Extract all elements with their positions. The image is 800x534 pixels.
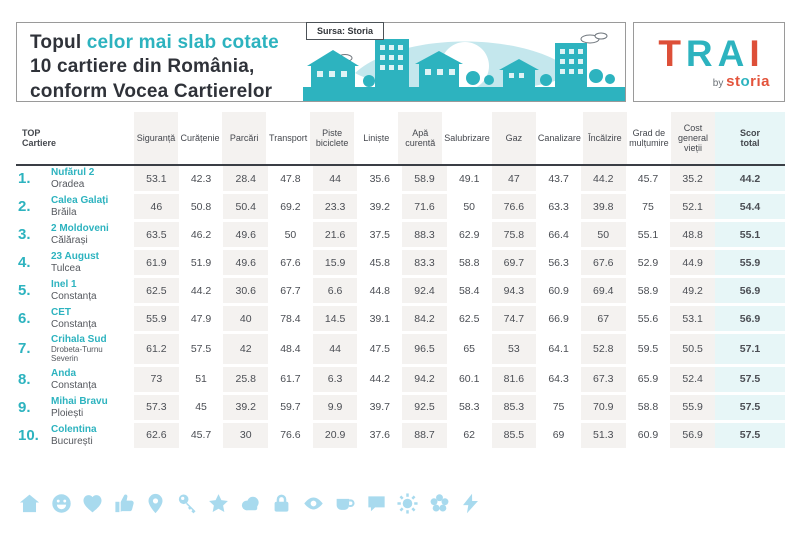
neighborhood-cell xyxy=(16,222,134,250)
score-cell: 53.1 xyxy=(670,306,715,334)
score-cell: 39.2 xyxy=(223,395,268,423)
cloud-icon xyxy=(239,492,262,515)
neighborhood-cell xyxy=(16,367,134,395)
score-cell: 62.6 xyxy=(134,423,179,451)
score-cell: 50 xyxy=(268,222,313,250)
score-cell: 62.9 xyxy=(447,222,492,250)
score-cell: 50.4 xyxy=(223,194,268,222)
table-row xyxy=(16,306,785,334)
score-cell: 39.7 xyxy=(357,395,402,423)
neighborhood-name: CET xyxy=(51,307,71,318)
lock-icon xyxy=(270,492,293,515)
table-row xyxy=(16,367,785,395)
city-name: Călărași xyxy=(51,235,88,246)
score-cell: 42 xyxy=(223,334,268,367)
total-column-header xyxy=(715,112,785,164)
score-cell: 6.6 xyxy=(313,278,358,306)
rank-label: 5. xyxy=(18,282,31,299)
neighborhood-name: 23 August xyxy=(51,251,99,262)
score-cell: 45.8 xyxy=(357,250,402,278)
rank-label: 1. xyxy=(18,170,31,187)
score-cell: 62.5 xyxy=(447,306,492,334)
score-cell: 44.2 xyxy=(179,278,224,306)
flower-icon xyxy=(428,492,451,515)
score-cell: 50.5 xyxy=(670,334,715,367)
score-cell: 30.6 xyxy=(223,278,268,306)
score-cell: 70.9 xyxy=(581,395,626,423)
score-cell: 39.2 xyxy=(357,194,402,222)
city-name: Constanța xyxy=(51,291,97,302)
rank-label: 10. xyxy=(18,426,39,444)
pin-icon xyxy=(144,492,167,515)
score-cell: 69 xyxy=(536,423,581,451)
sun-icon xyxy=(396,492,419,515)
score-cell: 52.9 xyxy=(626,250,671,278)
score-cell: 69.4 xyxy=(581,278,626,306)
score-cell: 30 xyxy=(223,423,268,451)
footer-icon-strip xyxy=(18,492,482,515)
neighborhood-cell xyxy=(16,306,134,334)
score-cell: 52.8 xyxy=(581,334,626,367)
score-cell: 88.3 xyxy=(402,222,447,250)
score-cell: 56.9 xyxy=(670,423,715,451)
total-score-cell: 56.9 xyxy=(715,306,785,334)
score-cell: 35.6 xyxy=(357,166,402,194)
score-cell: 59.7 xyxy=(268,395,313,423)
table-row xyxy=(16,222,785,250)
trai-logo xyxy=(658,32,765,74)
neighborhood-name: Anda xyxy=(51,367,76,379)
star-icon xyxy=(207,492,230,515)
score-cell: 58.4 xyxy=(447,278,492,306)
score-cell: 51.9 xyxy=(179,250,224,278)
total-score-cell: 55.1 xyxy=(715,222,785,250)
score-cell: 76.6 xyxy=(492,194,537,222)
score-cell: 58.3 xyxy=(447,395,492,423)
score-cell: 49.6 xyxy=(223,250,268,278)
rank-label: 4. xyxy=(18,254,31,271)
city-name: Oradea xyxy=(51,179,85,190)
total-score-cell: 44.2 xyxy=(715,166,785,194)
score-cell: 96.5 xyxy=(402,334,447,367)
score-cell: 20.9 xyxy=(313,423,358,451)
score-cell: 51 xyxy=(179,367,224,395)
table-row xyxy=(16,423,785,451)
score-cell: 58.8 xyxy=(447,250,492,278)
score-cell: 49.6 xyxy=(223,222,268,250)
score-cell: 64.3 xyxy=(536,367,581,395)
column-header: Încălzire xyxy=(583,112,627,164)
score-cell: 94.3 xyxy=(492,278,537,306)
score-cell: 23.3 xyxy=(313,194,358,222)
score-cell: 74.7 xyxy=(492,306,537,334)
score-cell: 40 xyxy=(223,306,268,334)
score-cell: 58.9 xyxy=(402,166,447,194)
logo-letter: T xyxy=(658,32,686,74)
total-score-cell: 56.9 xyxy=(715,278,785,306)
title-part1: Topul xyxy=(30,32,87,53)
score-cell: 52.1 xyxy=(670,194,715,222)
score-cell: 94.2 xyxy=(402,367,447,395)
neighborhood-cell xyxy=(16,423,134,451)
score-cell: 44.2 xyxy=(357,367,402,395)
rank-label: 7. xyxy=(18,340,31,358)
smiley-icon xyxy=(50,492,73,515)
score-cell: 48.8 xyxy=(670,222,715,250)
total-score-cell: 54.4 xyxy=(715,194,785,222)
score-cell: 50 xyxy=(581,222,626,250)
score-cell: 47 xyxy=(492,166,537,194)
score-cell: 63.5 xyxy=(134,222,179,250)
score-cell: 6.3 xyxy=(313,367,358,395)
table-row xyxy=(16,395,785,423)
score-cell: 55.6 xyxy=(626,306,671,334)
score-cell: 60.9 xyxy=(536,278,581,306)
table-row xyxy=(16,278,785,306)
score-cell: 59.5 xyxy=(626,334,671,367)
total-header-line2: total xyxy=(740,138,760,148)
score-cell: 65 xyxy=(447,334,492,367)
neighborhood-name: Calea Galați xyxy=(51,195,109,206)
score-cell: 44 xyxy=(313,334,358,367)
score-cell: 45.7 xyxy=(179,423,224,451)
score-cell: 39.8 xyxy=(581,194,626,222)
score-cell: 75 xyxy=(626,194,671,222)
score-cell: 42.3 xyxy=(179,166,224,194)
total-score-cell: 57.5 xyxy=(715,367,785,395)
column-header: Gaz xyxy=(492,112,536,164)
column-header: Salubrizare xyxy=(444,133,490,143)
score-cell: 57.3 xyxy=(134,395,179,423)
score-cell: 92.4 xyxy=(402,278,447,306)
neighborhood-cell xyxy=(16,395,134,423)
title-line2: 10 cartiere din România, xyxy=(30,56,255,78)
column-header: Siguranță xyxy=(134,112,178,164)
score-cell: 49.2 xyxy=(670,278,715,306)
score-cell: 58.9 xyxy=(626,278,671,306)
score-cell: 73 xyxy=(134,367,179,395)
score-cell: 57.5 xyxy=(179,334,224,367)
score-cell: 44 xyxy=(313,166,358,194)
city-name: Drobeta-Turnu Severin xyxy=(51,345,103,363)
score-cell: 55.9 xyxy=(670,395,715,423)
ranking-table xyxy=(16,112,785,451)
corner-header-line2: Cartiere xyxy=(22,138,57,148)
column-header: Transport xyxy=(269,133,308,143)
score-cell: 58.8 xyxy=(626,395,671,423)
header xyxy=(16,22,785,102)
neighborhood-name: Crihala Sud xyxy=(51,334,107,345)
score-cell: 88.7 xyxy=(402,423,447,451)
neighborhood-cell xyxy=(16,334,134,367)
rank-label: 2. xyxy=(18,198,31,215)
score-cell: 61.9 xyxy=(134,250,179,278)
score-cell: 53.1 xyxy=(134,166,179,194)
score-cell: 44.9 xyxy=(670,250,715,278)
thumbs-up-icon xyxy=(113,492,136,515)
chat-bubble-icon xyxy=(365,492,388,515)
rank-label: 3. xyxy=(18,226,31,243)
cup-icon xyxy=(333,492,356,515)
score-cell: 47.9 xyxy=(179,306,224,334)
score-cell: 21.6 xyxy=(313,222,358,250)
score-cell: 83.3 xyxy=(402,250,447,278)
neighborhood-cell xyxy=(16,278,134,306)
score-cell: 84.2 xyxy=(402,306,447,334)
score-cell: 46 xyxy=(134,194,179,222)
score-cell: 66.4 xyxy=(536,222,581,250)
score-cell: 37.6 xyxy=(357,423,402,451)
table-row xyxy=(16,194,785,222)
score-cell: 56.3 xyxy=(536,250,581,278)
score-cell: 28.4 xyxy=(223,166,268,194)
score-cell: 66.9 xyxy=(536,306,581,334)
score-cell: 60.1 xyxy=(447,367,492,395)
score-cell: 44.8 xyxy=(357,278,402,306)
score-cell: 50 xyxy=(447,194,492,222)
logo-letter: I xyxy=(749,32,765,74)
score-cell: 62 xyxy=(447,423,492,451)
score-cell: 47.5 xyxy=(357,334,402,367)
score-cell: 44.2 xyxy=(581,166,626,194)
score-cell: 45.7 xyxy=(626,166,671,194)
city-name: Tulcea xyxy=(51,263,81,274)
score-cell: 75.8 xyxy=(492,222,537,250)
table-header-row xyxy=(16,112,785,166)
score-cell: 61.2 xyxy=(134,334,179,367)
score-cell: 14.5 xyxy=(313,306,358,334)
neighborhood-cell xyxy=(16,194,134,222)
rank-label: 6. xyxy=(18,310,31,327)
storia-brand-label: storia xyxy=(726,72,770,90)
score-cell: 46.2 xyxy=(179,222,224,250)
column-header: Grad de mulțumire xyxy=(629,128,669,148)
logo-letter: R xyxy=(685,32,718,74)
score-cell: 9.9 xyxy=(313,395,358,423)
table-row xyxy=(16,166,785,194)
rank-label: 8. xyxy=(18,370,31,388)
score-cell: 67.6 xyxy=(268,250,313,278)
score-cell: 15.9 xyxy=(313,250,358,278)
score-cell: 62.5 xyxy=(134,278,179,306)
house-icon xyxy=(18,492,41,515)
score-cell: 43.7 xyxy=(536,166,581,194)
rank-label: 9. xyxy=(18,398,31,416)
score-cell: 37.5 xyxy=(357,222,402,250)
table-row xyxy=(16,334,785,367)
corner-header xyxy=(16,112,134,164)
eye-icon xyxy=(302,492,325,515)
total-score-cell: 57.5 xyxy=(715,395,785,423)
score-cell: 53 xyxy=(492,334,537,367)
score-cell: 35.2 xyxy=(670,166,715,194)
city-name: Brăila xyxy=(51,207,77,218)
score-cell: 85.3 xyxy=(492,395,537,423)
score-cell: 67.3 xyxy=(581,367,626,395)
score-cell: 78.4 xyxy=(268,306,313,334)
key-icon xyxy=(176,492,199,515)
column-header: Cost general vieții xyxy=(671,112,715,164)
column-header: Apă curentă xyxy=(398,112,442,164)
title-highlight: celor mai slab cotate xyxy=(86,32,279,53)
score-cell: 61.7 xyxy=(268,367,313,395)
city-name: Ploiești xyxy=(51,407,84,419)
score-cell: 51.3 xyxy=(581,423,626,451)
title-box xyxy=(16,22,626,102)
total-header-line1: Scor xyxy=(739,127,760,138)
score-cell: 71.6 xyxy=(402,194,447,222)
neighborhood-name: Nufărul 2 xyxy=(51,167,95,178)
neighborhood-name: Colentina xyxy=(51,423,97,435)
score-cell: 48.4 xyxy=(268,334,313,367)
page-title xyxy=(30,31,330,104)
city-name: București xyxy=(51,435,93,447)
score-cell: 85.5 xyxy=(492,423,537,451)
city-name: Constanța xyxy=(51,319,97,330)
total-score-cell: 55.9 xyxy=(715,250,785,278)
logo-letter: A xyxy=(717,32,750,74)
score-cell: 76.6 xyxy=(268,423,313,451)
table-body xyxy=(16,166,785,451)
trai-logo-box xyxy=(633,22,785,102)
logo-by-label: by xyxy=(712,77,724,89)
score-cell: 55.1 xyxy=(626,222,671,250)
heart-icon xyxy=(81,492,104,515)
total-score-cell: 57.5 xyxy=(715,423,785,451)
table-row xyxy=(16,250,785,278)
column-header: Curățenie xyxy=(180,133,220,143)
score-cell: 52.4 xyxy=(670,367,715,395)
column-header: Piste biciclete xyxy=(310,112,354,164)
score-cell: 92.5 xyxy=(402,395,447,423)
score-cell: 50.8 xyxy=(179,194,224,222)
score-cell: 65.9 xyxy=(626,367,671,395)
neighborhood-name: 2 Moldoveni xyxy=(51,223,109,234)
title-line3: conform Vocea Cartierelor xyxy=(30,80,273,102)
neighborhood-cell xyxy=(16,166,134,194)
score-cell: 69.2 xyxy=(268,194,313,222)
score-cell: 45 xyxy=(179,395,224,423)
score-cell: 67.7 xyxy=(268,278,313,306)
score-cell: 55.9 xyxy=(134,306,179,334)
corner-header-line1: TOP xyxy=(22,127,41,138)
score-cell: 47.8 xyxy=(268,166,313,194)
logo-byline xyxy=(713,73,770,90)
score-cell: 64.1 xyxy=(536,334,581,367)
column-header: Parcări xyxy=(222,112,266,164)
neighborhood-name: Mihai Bravu xyxy=(51,395,108,407)
score-cell: 75 xyxy=(536,395,581,423)
neighborhood-cell xyxy=(16,250,134,278)
city-name: Constanța xyxy=(51,379,97,391)
lightning-icon xyxy=(459,492,482,515)
score-cell: 67 xyxy=(581,306,626,334)
total-score-cell: 57.1 xyxy=(715,334,785,367)
score-cell: 39.1 xyxy=(357,306,402,334)
column-header: Canalizare xyxy=(537,133,581,143)
neighborhood-name: Inel 1 xyxy=(51,279,77,290)
score-cell: 69.7 xyxy=(492,250,537,278)
score-cell: 81.6 xyxy=(492,367,537,395)
score-cell: 49.1 xyxy=(447,166,492,194)
score-cell: 63.3 xyxy=(536,194,581,222)
source-label: Sursa: Storia xyxy=(306,22,384,40)
score-cell: 60.9 xyxy=(626,423,671,451)
column-header: Liniște xyxy=(363,133,390,143)
score-cell: 25.8 xyxy=(223,367,268,395)
score-cell: 67.6 xyxy=(581,250,626,278)
